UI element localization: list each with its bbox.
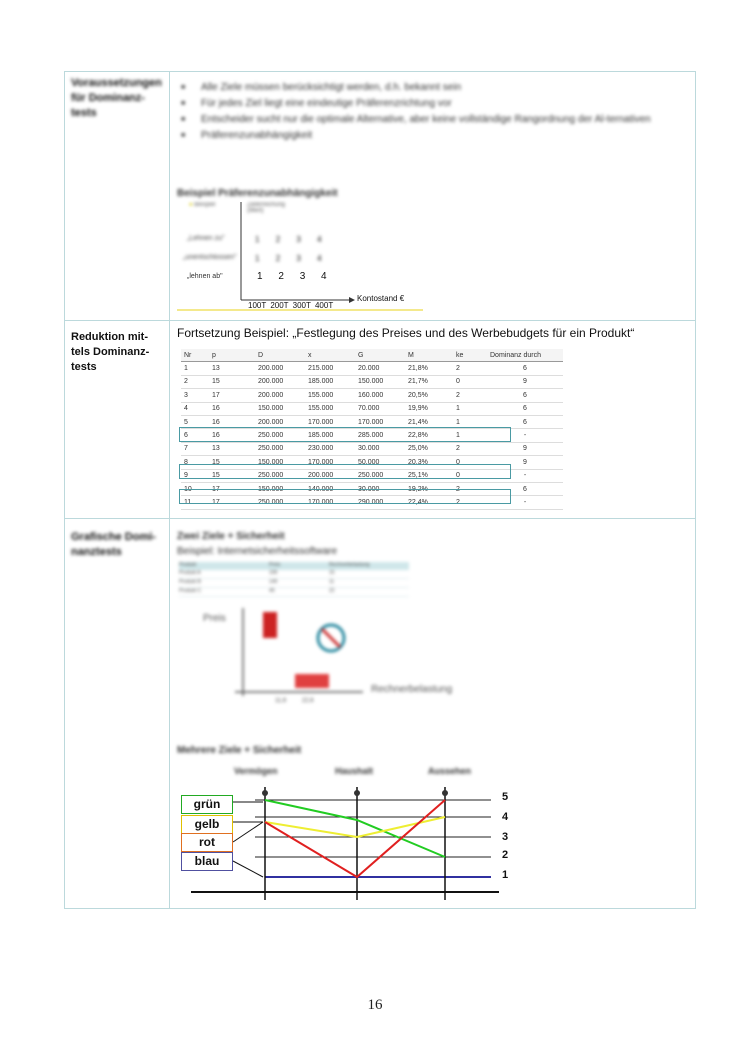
table-cell: - <box>487 469 563 482</box>
legend-blau: blau <box>181 852 233 871</box>
table-cell: 185.000 <box>305 429 355 442</box>
table-header-cell: x <box>305 349 355 362</box>
row-values: 1 2 3 4 <box>257 271 327 282</box>
section1-label: Voraussetzungen für Dominanz-tests <box>71 77 162 119</box>
level-1: 1 <box>502 869 509 881</box>
table-cell: 2 <box>181 375 209 388</box>
table-cell: 250.000 <box>255 496 305 509</box>
table-cell: 2 <box>453 362 487 375</box>
table-cell: 185.000 <box>305 375 355 388</box>
heading-example: Beispiel: Internetsicherheitssoftware <box>177 546 338 557</box>
table-header-cell: G <box>355 349 405 362</box>
table-cell: 155.000 <box>305 389 355 402</box>
section2-title: Fortsetzung Beispiel: „Festlegung des Preises und des Werbebudgets für ein Produkt“ <box>177 326 635 340</box>
table-cell: 1 <box>181 362 209 375</box>
table-row <box>181 375 563 388</box>
level-2: 2 <box>502 849 509 861</box>
table-cell: 3 <box>181 389 209 402</box>
table-cell: 200.000 <box>255 375 305 388</box>
table-row <box>181 442 563 455</box>
table-cell: 250.000 <box>255 442 305 455</box>
level-5: 5 <box>502 791 509 803</box>
scatter-x-ticks: 11,6 22,6 <box>275 698 314 704</box>
table-cell: 6 <box>487 482 563 495</box>
table-cell: 155.000 <box>305 402 355 415</box>
table-cell: 230.000 <box>305 442 355 455</box>
table-cell: 11 <box>181 496 209 509</box>
table-cell: 140.000 <box>305 482 355 495</box>
table-cell: 0 <box>453 375 487 388</box>
table-cell: 16 <box>209 402 255 415</box>
table-cell: 15 <box>209 456 255 469</box>
table-cell: 6 <box>181 429 209 442</box>
table-cell: 250.000 <box>355 469 405 482</box>
table-cell: 16 <box>209 429 255 442</box>
scatter-x-label: Rechnerbelastung <box>371 684 453 695</box>
table-cell: 150.000 <box>355 375 405 388</box>
bullet-item: ■ Für jedes Ziel liegt eine eindeutige Präferenzrichtung vor <box>179 96 689 112</box>
table-cell: 17 <box>209 482 255 495</box>
table-cell: 13 <box>209 362 255 375</box>
table-cell: 25,0% <box>405 442 453 455</box>
table-cell: 170.000 <box>305 456 355 469</box>
bullet-item: ■ Präferenzunabhängigkeit <box>179 128 689 144</box>
highlight-row-9 <box>179 464 511 479</box>
table-cell: 170.000 <box>355 415 405 428</box>
heading-multi-goals: Mehrere Ziele + Sicherheit <box>177 745 302 756</box>
page-number: 16 <box>367 997 383 1013</box>
table-cell: 2 <box>453 442 487 455</box>
table-row <box>181 402 563 415</box>
table-cell: 1 <box>453 415 487 428</box>
column-header-aussehen: Aussehen <box>428 766 472 776</box>
heading-two-goals: Zwei Ziele + Sicherheit <box>177 531 285 542</box>
table-cell: 2 <box>453 496 487 509</box>
level-3: 3 <box>502 831 509 843</box>
table-cell: 200.000 <box>255 389 305 402</box>
table-cell: 17 <box>209 496 255 509</box>
table-cell: 1 <box>453 429 487 442</box>
prerequisites-list <box>179 80 689 144</box>
table-cell: 21,7% <box>405 375 453 388</box>
column-header-haushalt: Haushalt <box>335 766 374 776</box>
row-values: 1 2 3 4 <box>255 235 322 244</box>
table-cell: 22,8% <box>405 429 453 442</box>
table-cell: 285.000 <box>355 429 405 442</box>
example-heading: Beispiel Präferenzunabhängigkeit <box>177 188 338 199</box>
table-cell: 9 <box>181 469 209 482</box>
column-header-vermoegen: Vermögen <box>234 766 278 776</box>
row-values: 1 2 3 4 <box>255 254 322 263</box>
table-cell: 6 <box>487 389 563 402</box>
row-label: „unentschlossen" <box>183 254 237 261</box>
table-cell: 290.000 <box>355 496 405 509</box>
table-cell: 15 <box>209 469 255 482</box>
row-divider <box>65 518 695 519</box>
level-4: 4 <box>502 811 509 823</box>
table-cell: 2 <box>453 482 487 495</box>
table-cell: 30.000 <box>355 442 405 455</box>
legend-b: Zielerreichung (Wert) <box>247 202 286 214</box>
bullet-item: ■ Alle Ziele müssen berücksichtigt werden, d.h. bekannt sein <box>179 80 689 96</box>
table-cell: 215.000 <box>305 362 355 375</box>
table-cell: 70.000 <box>355 402 405 415</box>
table-header-cell: ke <box>453 349 487 362</box>
table-cell: 21,4% <box>405 415 453 428</box>
table-cell: 2 <box>453 389 487 402</box>
table-cell: 17 <box>209 389 255 402</box>
scatter-axes <box>233 602 483 712</box>
rot-line <box>265 800 445 877</box>
bullet-item: ■ Entscheider sucht nur die optimale Alternative, aber keine vollständige Rangordnung der Al-ternativen <box>179 112 689 128</box>
table-cell: 250.000 <box>255 429 305 442</box>
highlight-row-6 <box>179 427 511 442</box>
table-cell: 30.000 <box>355 482 405 495</box>
scatter-y-label: Preis <box>203 613 226 624</box>
gruen-line <box>265 800 445 857</box>
table-cell: 150.000 <box>255 456 305 469</box>
table-cell: 5 <box>181 415 209 428</box>
table-cell: 6 <box>487 402 563 415</box>
section3-label: Grafische Domi-nanztests <box>71 531 156 558</box>
content-table: Voraussetzungen für Dominanz-tests ■ Alle Ziele müssen berücksichtigt werden, d.h. bekannt sein ■ Für jedes Ziel liegt eine eindeutige Präferenzrichtung vor ■ Entscheider sucht nur die optimale Alternative, aber keine vollständige Rangordnung der Al-ternativen ■ Präferenzunabhängigkeit Beispiel Präferenzunabhängigkeit ● Beispiel Zielerreichung (Wert) „Lehnen zu" 1 2 3 4 „unentschlossen" 1 2 3 4 „lehnen ab" 1 2 3 4 100T 200T 300T 400T Kontostand € Reduktion mit-tels Dominanz-tests Fortsetzung Beispiel: „Festlegung des Preises und des Werbebudgets für ein Produkt“ Nr p D x G M ke Dominanz durch 1 13 200.000 215.000 20.000 21,8% 2 6 2 15 200.000 185.000 150.000 21,7% 0 9 3 17 200.000 155.000 160.000 20,5% 2 6 4 16 150.000 155.000 70.000 19,9% 1 6 5 16 200.000 170.000 170.000 21,4% 1 6 6 16 250.000 185.000 285.000 22,8% 1 - 7 13 250.000 230.000 30.000 25,0% 2 9 8 15 150.000 170.000 50.000 20,3% 0 9 9 15 250.000 200.000 250.000 25,1% 0 - 10 17 150.000 140.000 30.000 19,2% 2 6 11 17 250.000 170.000 290.000 22,4% 2 - Grafische Domi-nanztests Zwei Ziele + Sicherheit Beispiel: Internetsicherheitssoftware Produkt Preis Rechnerbelastung Produkt A 199 15 Produkt B 149 11 Produkt C 49 22 Preis Rechnerbelastung 11,6 22,6 Mehrere Ziele + Sicherheit Vermögen Haushalt Aussehen grün gelb rot blau 5 4 3 2 1 <box>64 71 696 909</box>
table-cell: 19,9% <box>405 402 453 415</box>
table-header-cell: Dominanz durch <box>487 349 563 362</box>
table-cell: 1 <box>453 402 487 415</box>
row-label: „Lehnen zu" <box>187 235 225 242</box>
table-cell: - <box>487 496 563 509</box>
table-cell: 10 <box>181 482 209 495</box>
table-cell: 150.000 <box>255 482 305 495</box>
table-cell: 20,5% <box>405 389 453 402</box>
row-label: „lehnen ab" <box>187 273 223 280</box>
table-cell: 200.000 <box>255 362 305 375</box>
table-header-cell: D <box>255 349 305 362</box>
table-cell: 15 <box>209 375 255 388</box>
legend-a: Beispiel <box>194 202 216 208</box>
highlight-row-11 <box>179 489 511 504</box>
table-cell: 19,2% <box>405 482 453 495</box>
table-cell: 6 <box>487 415 563 428</box>
table-cell: 4 <box>181 402 209 415</box>
table-cell: - <box>487 429 563 442</box>
table-cell: 250.000 <box>255 469 305 482</box>
table-cell: 9 <box>487 456 563 469</box>
legend-gelb: gelb <box>181 815 233 834</box>
table-cell: 9 <box>487 375 563 388</box>
table-cell: 22,4% <box>405 496 453 509</box>
table-cell: 50.000 <box>355 456 405 469</box>
table-cell: 9 <box>487 442 563 455</box>
table-row <box>181 389 563 402</box>
row-divider <box>65 320 695 321</box>
table-cell: 200.000 <box>255 415 305 428</box>
table-row <box>181 362 563 375</box>
table-cell: 8 <box>181 456 209 469</box>
table-cell: 0 <box>453 456 487 469</box>
table-cell: 20.000 <box>355 362 405 375</box>
table-cell: 20,3% <box>405 456 453 469</box>
x-ticks: 100T 200T 300T 400T <box>248 301 334 310</box>
section2-label: Reduktion mit-tels Dominanz-tests <box>71 331 150 373</box>
table-cell: 6 <box>487 362 563 375</box>
x-axis-label: Kontostand € <box>357 294 405 303</box>
product-box-icon <box>263 612 277 638</box>
table-cell: 0 <box>453 469 487 482</box>
table-header-cell: M <box>405 349 453 362</box>
product-label-icon <box>295 674 329 688</box>
table-cell: 25,1% <box>405 469 453 482</box>
table-cell: 160.000 <box>355 389 405 402</box>
legend-gruen: grün <box>181 795 233 814</box>
table-header-cell: p <box>209 349 255 362</box>
table-cell: 13 <box>209 442 255 455</box>
table-cell: 170.000 <box>305 496 355 509</box>
table-cell: 16 <box>209 415 255 428</box>
table-header-cell: Nr <box>181 349 209 362</box>
table-cell: 7 <box>181 442 209 455</box>
table-cell: 150.000 <box>255 402 305 415</box>
legend-rot: rot <box>181 833 233 852</box>
table-cell: 200.000 <box>305 469 355 482</box>
table-cell: 21,8% <box>405 362 453 375</box>
table-cell: 170.000 <box>305 415 355 428</box>
software-table: Produkt Preis Rechnerbelastung Produkt A 199 15 Produkt B 149 11 Produkt C 49 22 <box>179 562 409 597</box>
